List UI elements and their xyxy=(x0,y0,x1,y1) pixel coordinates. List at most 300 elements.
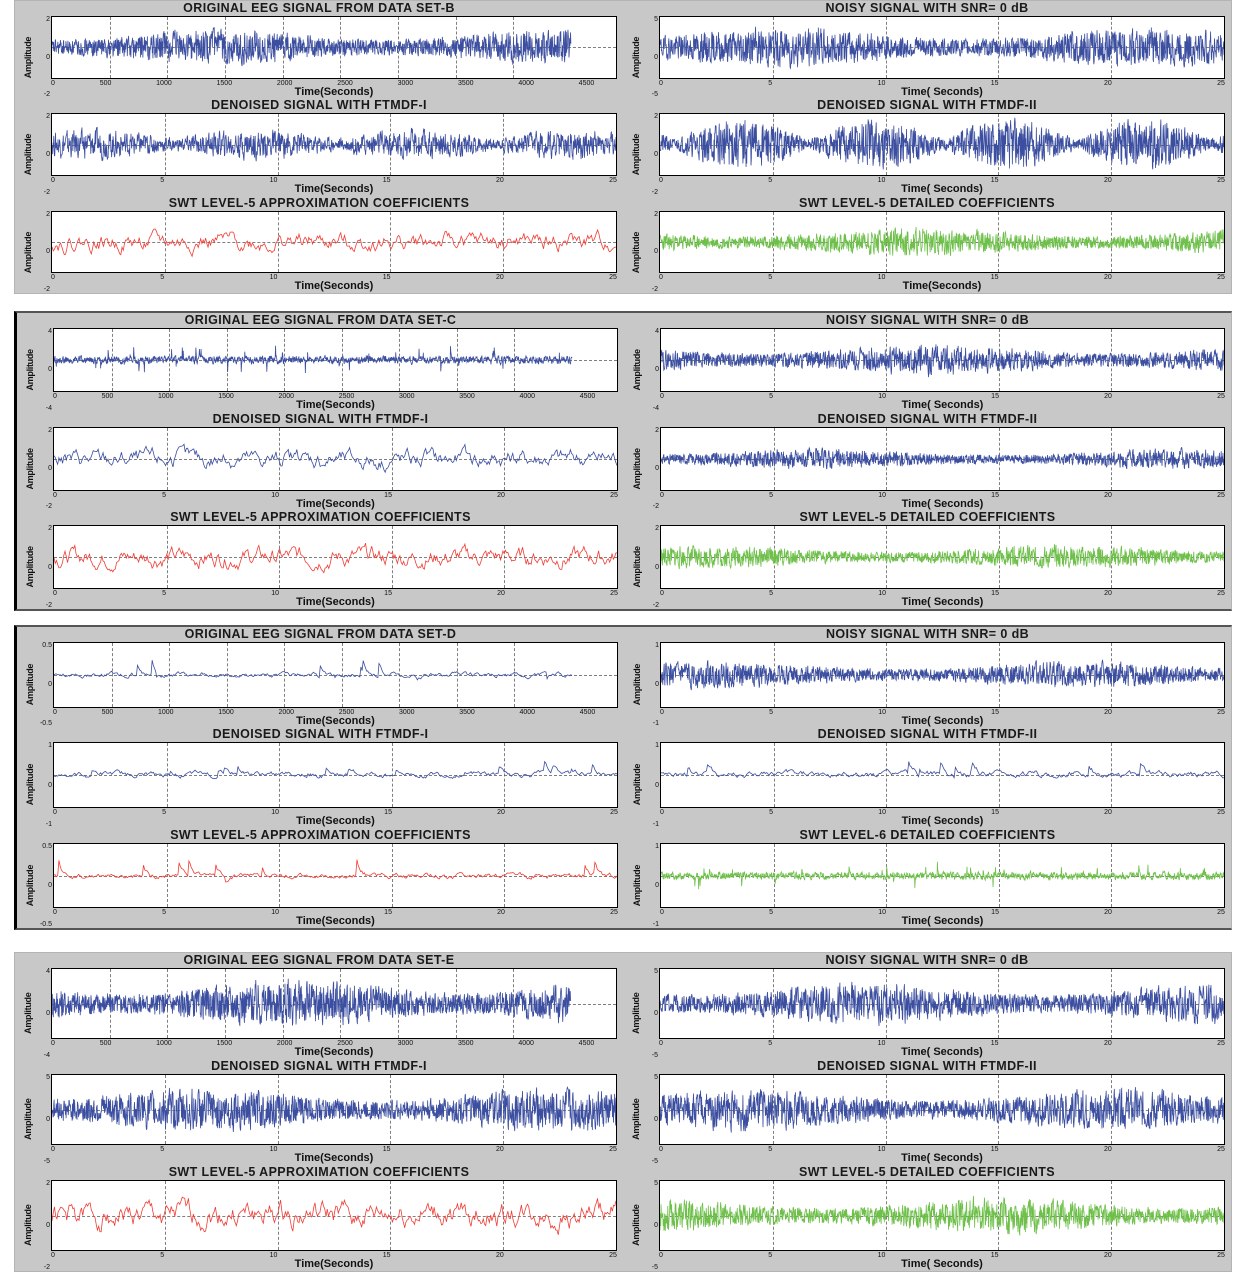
signal-plot xyxy=(52,1181,616,1250)
y-tick-labels xyxy=(35,211,51,293)
x-axis-label: Time( Seconds) xyxy=(901,399,984,412)
axes-area xyxy=(51,211,617,274)
chart-cell-original-eeg-set-d xyxy=(17,627,624,727)
plot-row xyxy=(629,211,1225,293)
x-tick: 0 xyxy=(51,1040,55,1048)
x-tick: 5 xyxy=(162,491,166,499)
y-tick-labels xyxy=(37,742,53,827)
x-tick: 5 xyxy=(162,809,166,817)
x-tick: 0 xyxy=(660,809,664,817)
chart-cell-noisy-signal-set-b xyxy=(623,1,1231,98)
x-tick: 5 xyxy=(160,177,165,185)
x-tick: 1000 xyxy=(157,708,174,716)
x-tick: 20 xyxy=(1104,393,1112,401)
x-tick: 15 xyxy=(991,809,999,817)
chart-title: DENOISED SIGNAL WITH FTMDF-I xyxy=(211,1059,427,1073)
x-tick: 0 xyxy=(53,590,57,598)
x-tick: 20 xyxy=(497,909,505,917)
x-tick: 10 xyxy=(877,1252,886,1260)
y-tick: -1 xyxy=(652,820,659,828)
y-axis-label: Amplitude xyxy=(631,1204,641,1247)
signal-plot xyxy=(54,526,617,588)
y-axis-label: Amplitude xyxy=(631,231,641,273)
x-tick: 3500 xyxy=(459,708,475,716)
chart-cell-denoised-ftmdf-ii-set-e xyxy=(623,1059,1231,1165)
y-tick: 5 xyxy=(46,1074,50,1082)
chart-cell-noisy-signal-set-e xyxy=(623,953,1231,1059)
chart-title: SWT LEVEL-5 APPROXIMATION COEFFICIENTS xyxy=(170,510,471,525)
x-tick: 500 xyxy=(101,708,114,716)
x-tick: 10 xyxy=(271,909,279,917)
x-tick: 20 xyxy=(1103,1146,1112,1154)
y-tick: 2 xyxy=(46,1180,50,1188)
x-tick: 5 xyxy=(768,274,773,282)
axes-wrapper xyxy=(51,968,617,1059)
y-axis-label: Amplitude xyxy=(632,764,642,806)
axes-area xyxy=(51,16,617,79)
x-axis-label: Time( Seconds) xyxy=(901,1046,983,1059)
y-tick: -2 xyxy=(652,601,659,609)
x-tick: 5 xyxy=(768,1252,773,1260)
chart-title: SWT LEVEL-5 DETAILED COEFFICIENTS xyxy=(798,195,1056,210)
y-axis-label: Amplitude xyxy=(23,1204,33,1247)
axes-wrapper xyxy=(660,742,1225,827)
signal-plot xyxy=(54,743,617,807)
x-axis-label: Time( Seconds) xyxy=(901,596,984,609)
y-tick: 1 xyxy=(655,842,659,850)
axes-area xyxy=(660,742,1225,808)
x-tick: 3000 xyxy=(397,1040,414,1048)
y-tick-labels xyxy=(37,642,53,727)
y-tick: 5 xyxy=(654,968,658,976)
x-tick: 5 xyxy=(769,708,773,716)
y-tick: 0 xyxy=(655,881,659,889)
x-tick: 15 xyxy=(991,393,999,401)
axes-area xyxy=(53,843,618,909)
y-tick: -4 xyxy=(652,404,659,412)
y-tick: 0 xyxy=(654,1010,658,1018)
x-tick: 1000 xyxy=(156,79,172,87)
y-axis-label: Amplitude xyxy=(632,447,642,490)
x-tick: 4000 xyxy=(518,79,534,87)
x-tick: 20 xyxy=(1104,809,1112,817)
y-axis-label: Amplitude xyxy=(631,1098,641,1141)
axes-area xyxy=(660,642,1225,708)
y-tick: -2 xyxy=(45,601,52,609)
x-tick: 15 xyxy=(991,491,999,499)
x-tick: 4500 xyxy=(578,1040,595,1048)
chart-title: DENOISED SIGNAL WITH FTMDF-I xyxy=(211,98,427,113)
plot-row xyxy=(23,525,618,609)
x-tick: 10 xyxy=(878,809,886,817)
y-tick: 0.5 xyxy=(42,842,52,850)
x-tick: 0 xyxy=(659,1146,663,1154)
x-tick: 20 xyxy=(1103,177,1112,185)
x-tick: 15 xyxy=(384,590,392,598)
plot-row xyxy=(630,328,1225,412)
x-tick: 10 xyxy=(877,1146,886,1154)
y-axis-label: Amplitude xyxy=(23,231,33,273)
plot-row xyxy=(23,843,618,928)
plot-row xyxy=(23,642,618,727)
signal-plot xyxy=(660,212,1224,273)
y-axis-label: Amplitude xyxy=(25,546,35,588)
plot-row xyxy=(23,328,618,412)
chart-cell-original-eeg-set-e xyxy=(15,953,623,1059)
plot-row xyxy=(630,427,1225,511)
x-tick: 5 xyxy=(769,393,773,401)
x-tick: 2500 xyxy=(337,1040,353,1048)
signal-plot xyxy=(660,969,1224,1038)
x-axis-label: Time(Seconds) xyxy=(296,815,375,828)
x-tick: 5 xyxy=(769,809,773,817)
signal-plot xyxy=(54,643,617,707)
x-tick: 10 xyxy=(877,177,886,185)
x-tick: 25 xyxy=(1217,393,1225,401)
signal-plot xyxy=(52,212,616,273)
signal-plot xyxy=(52,969,616,1038)
y-tick-labels xyxy=(644,525,660,609)
axes-area xyxy=(660,525,1225,589)
y-tick: 2 xyxy=(654,113,658,121)
y-tick: 0 xyxy=(654,1222,658,1230)
y-tick-labels xyxy=(643,211,659,293)
x-axis-label: Time(Seconds) xyxy=(294,1046,374,1059)
y-tick: -2 xyxy=(43,286,50,293)
plot-row xyxy=(21,211,617,293)
x-axis-label: Time(Seconds) xyxy=(294,1258,374,1271)
x-tick: 25 xyxy=(610,809,618,817)
x-axis-label: Time( Seconds) xyxy=(901,815,984,828)
y-tick-labels xyxy=(37,427,53,511)
x-tick: 15 xyxy=(382,274,391,282)
chart-cell-denoised-ftmdf-ii-set-c xyxy=(624,412,1231,511)
y-tick: 0 xyxy=(48,465,52,473)
x-axis-label: Time( Seconds) xyxy=(901,85,983,98)
signal-plot xyxy=(660,114,1224,175)
axes-area xyxy=(51,1180,617,1251)
x-tick: 5 xyxy=(162,909,166,917)
axes-wrapper xyxy=(659,968,1225,1059)
chart-title: SWT LEVEL-5 APPROXIMATION COEFFICIENTS xyxy=(168,1165,470,1179)
x-tick: 25 xyxy=(609,274,617,282)
y-tick: 5 xyxy=(654,1180,658,1188)
x-tick: 25 xyxy=(1217,1146,1225,1154)
x-tick: 1500 xyxy=(218,708,234,716)
y-tick: -5 xyxy=(651,91,658,99)
chart-cell-swt-detail-set-e xyxy=(623,1165,1231,1271)
y-tick-labels xyxy=(643,968,659,1059)
plot-row xyxy=(21,113,617,195)
chart-title: DENOISED SIGNAL WITH FTMDF-II xyxy=(817,727,1038,742)
x-axis-label: Time( Seconds) xyxy=(901,183,983,196)
x-axis-label: Time(Seconds) xyxy=(296,497,375,510)
x-tick: 1500 xyxy=(216,79,233,87)
x-tick: 4000 xyxy=(518,1040,534,1048)
x-tick: 3500 xyxy=(457,79,474,87)
y-tick: 0 xyxy=(46,151,50,159)
x-tick: 20 xyxy=(1104,708,1112,716)
x-tick: 10 xyxy=(271,491,279,499)
x-axis-label: Time(Seconds) xyxy=(902,280,982,293)
axes-area xyxy=(53,742,618,808)
y-tick: 1 xyxy=(48,742,52,750)
y-axis-label: Amplitude xyxy=(25,864,35,907)
plot-row xyxy=(630,742,1225,827)
y-axis-label: Amplitude xyxy=(632,349,642,391)
x-tick: 0 xyxy=(660,393,664,401)
chart-title: NOISY SIGNAL WITH SNR= 0 dB xyxy=(825,953,1029,967)
x-tick: 3500 xyxy=(457,1040,474,1048)
x-tick: 15 xyxy=(990,79,999,87)
y-tick: -1 xyxy=(652,720,659,728)
axes-area xyxy=(53,328,618,392)
x-axis-label: Time(Seconds) xyxy=(294,1152,374,1165)
chart-title: SWT LEVEL-5 APPROXIMATION COEFFICIENTS xyxy=(168,195,470,210)
axes-wrapper xyxy=(659,16,1225,98)
axes-area xyxy=(659,113,1225,176)
y-tick: -5 xyxy=(43,1158,50,1165)
chart-title: DENOISED SIGNAL WITH FTMDF-II xyxy=(817,98,1037,113)
x-tick: 10 xyxy=(878,393,886,401)
y-axis-label: Amplitude xyxy=(25,447,35,490)
panel-grid xyxy=(15,1,1231,293)
x-tick: 3000 xyxy=(398,393,415,401)
x-tick: 5 xyxy=(768,79,773,87)
axes-wrapper xyxy=(51,211,617,293)
x-tick: 0 xyxy=(53,491,57,499)
y-tick-labels xyxy=(35,113,51,195)
x-axis-label: Time( Seconds) xyxy=(901,1258,983,1271)
plot-row xyxy=(629,16,1225,98)
x-axis-label: Time( Seconds) xyxy=(901,1152,983,1165)
x-tick: 5 xyxy=(769,491,773,499)
panel-set-c xyxy=(14,311,1232,611)
y-tick-labels xyxy=(35,968,51,1059)
chart-title: DENOISED SIGNAL WITH FTMDF-II xyxy=(817,411,1038,426)
x-tick: 25 xyxy=(610,491,618,499)
y-tick: -4 xyxy=(43,1052,50,1059)
signal-plot xyxy=(661,844,1224,908)
x-tick: 2500 xyxy=(337,79,353,87)
y-tick: -1 xyxy=(45,820,52,828)
chart-title: ORIGINAL EEG SIGNAL FROM DATA SET-C xyxy=(184,313,457,327)
chart-cell-denoised-ftmdf-i-set-b xyxy=(15,98,623,195)
y-tick: -5 xyxy=(651,1158,658,1165)
chart-title: NOISY SIGNAL WITH SNR= 0 dB xyxy=(825,1,1029,15)
y-tick-labels xyxy=(643,16,659,98)
x-tick: 4500 xyxy=(579,708,596,716)
y-tick: -2 xyxy=(43,91,50,99)
x-tick: 5 xyxy=(768,1040,773,1048)
y-axis-label: Amplitude xyxy=(631,992,641,1035)
y-tick: 0 xyxy=(654,53,658,61)
x-tick: 15 xyxy=(384,909,392,917)
panel-grid xyxy=(17,313,1231,609)
y-tick: 2 xyxy=(654,210,658,218)
x-tick: 15 xyxy=(990,1040,999,1048)
axes-wrapper xyxy=(53,742,618,827)
signal-plot xyxy=(52,114,616,175)
y-tick: -2 xyxy=(651,286,658,293)
chart-cell-swt-approximation-set-c xyxy=(17,510,624,609)
y-axis-label: Amplitude xyxy=(632,546,642,588)
signal-plot xyxy=(660,1181,1224,1250)
y-tick-labels xyxy=(643,113,659,195)
chart-cell-denoised-ftmdf-i-set-c xyxy=(17,412,624,511)
x-tick: 5 xyxy=(769,909,773,917)
y-tick: -2 xyxy=(652,503,659,511)
y-tick: 1 xyxy=(655,742,659,750)
axes-wrapper xyxy=(660,642,1225,727)
x-tick: 0 xyxy=(659,274,663,282)
axes-area xyxy=(659,1074,1225,1145)
chart-cell-noisy-signal-set-c xyxy=(624,313,1231,412)
y-tick-labels xyxy=(643,1074,659,1165)
x-tick: 2500 xyxy=(338,708,355,716)
y-tick-labels xyxy=(35,1180,51,1271)
y-tick: -2 xyxy=(43,1264,50,1271)
x-tick: 10 xyxy=(878,491,886,499)
y-tick: -2 xyxy=(45,503,52,511)
panel-grid xyxy=(15,953,1231,1271)
y-axis-label: Amplitude xyxy=(23,36,33,78)
plot-row xyxy=(629,1180,1225,1271)
x-tick: 2000 xyxy=(276,1040,293,1048)
signal-plot xyxy=(54,428,617,490)
x-tick: 25 xyxy=(609,1146,617,1154)
y-axis-label: Amplitude xyxy=(25,664,35,706)
x-tick: 10 xyxy=(878,909,886,917)
plot-row xyxy=(23,427,618,511)
axes-wrapper xyxy=(659,1180,1225,1271)
x-tick: 10 xyxy=(269,1252,278,1260)
x-tick: 15 xyxy=(990,1252,999,1260)
x-tick: 15 xyxy=(991,708,999,716)
y-axis-label: Amplitude xyxy=(25,349,35,391)
x-tick: 15 xyxy=(990,274,999,282)
signal-plot xyxy=(661,743,1224,807)
panel-set-d xyxy=(14,625,1232,930)
x-tick: 0 xyxy=(659,1252,663,1260)
y-tick: 0 xyxy=(46,1116,50,1124)
x-tick: 25 xyxy=(1217,708,1225,716)
y-tick: 0 xyxy=(48,563,52,571)
chart-title: DENOISED SIGNAL WITH FTMDF-I xyxy=(212,727,429,742)
y-tick: 0 xyxy=(655,681,659,689)
x-tick: 15 xyxy=(991,909,999,917)
x-tick: 15 xyxy=(382,177,391,185)
signal-plot xyxy=(660,17,1224,78)
x-axis-label: Time(Seconds) xyxy=(294,85,374,98)
x-tick: 5 xyxy=(160,1146,165,1154)
x-tick: 3500 xyxy=(459,393,475,401)
x-axis-label: Time(Seconds) xyxy=(294,183,374,196)
x-tick: 25 xyxy=(610,590,618,598)
panel-set-b xyxy=(14,0,1232,294)
chart-title: SWT LEVEL-5 APPROXIMATION COEFFICIENTS xyxy=(170,827,471,842)
chart-cell-swt-detail-set-c xyxy=(624,510,1231,609)
x-tick: 20 xyxy=(495,274,504,282)
axes-wrapper xyxy=(660,328,1225,412)
x-tick: 1000 xyxy=(157,393,174,401)
y-tick: 0 xyxy=(48,781,52,789)
x-tick: 4500 xyxy=(578,79,595,87)
x-axis-label: Time(Seconds) xyxy=(296,915,375,928)
x-tick: 15 xyxy=(382,1146,391,1154)
x-tick: 20 xyxy=(497,590,505,598)
x-tick: 0 xyxy=(660,491,664,499)
y-tick: 5 xyxy=(654,1074,658,1082)
y-tick-labels xyxy=(35,1074,51,1165)
x-tick: 0 xyxy=(51,177,55,185)
y-axis-label: Amplitude xyxy=(23,133,33,176)
y-tick-labels xyxy=(37,328,53,412)
chart-cell-original-eeg-set-b xyxy=(15,1,623,98)
x-tick: 20 xyxy=(495,1252,504,1260)
plot-row xyxy=(21,1074,617,1165)
axes-area xyxy=(660,427,1225,491)
y-tick-labels xyxy=(644,328,660,412)
chart-cell-original-eeg-set-c xyxy=(17,313,624,412)
x-tick: 10 xyxy=(878,590,886,598)
axes-area xyxy=(659,211,1225,274)
x-tick: 0 xyxy=(51,1146,55,1154)
axes-wrapper xyxy=(51,16,617,98)
x-tick: 10 xyxy=(878,708,886,716)
x-tick: 20 xyxy=(497,491,505,499)
chart-cell-swt-detail-set-b xyxy=(623,196,1231,293)
x-tick: 0 xyxy=(53,809,57,817)
chart-cell-swt-approximation-set-e xyxy=(15,1165,623,1271)
y-tick-labels xyxy=(643,1180,659,1271)
x-tick: 1500 xyxy=(218,393,234,401)
x-tick: 25 xyxy=(609,1252,617,1260)
axes-area xyxy=(53,642,618,708)
y-tick: 2 xyxy=(48,426,52,434)
signal-plot xyxy=(54,844,617,908)
x-tick: 4500 xyxy=(579,393,596,401)
y-tick-labels xyxy=(644,427,660,511)
y-tick: 0 xyxy=(655,781,659,789)
x-tick: 1000 xyxy=(156,1040,172,1048)
y-tick: 2 xyxy=(655,525,659,533)
y-tick: 0 xyxy=(655,563,659,571)
chart-title: DENOISED SIGNAL WITH FTMDF-II xyxy=(817,1059,1037,1073)
panel-set-e xyxy=(14,952,1232,1272)
plot-row xyxy=(23,742,618,827)
y-tick: 0 xyxy=(46,1010,50,1018)
axes-area xyxy=(660,843,1225,909)
panel-grid xyxy=(17,627,1231,928)
x-tick: 25 xyxy=(1217,491,1225,499)
signal-plot xyxy=(661,329,1224,391)
axes-area xyxy=(51,113,617,176)
y-tick-labels xyxy=(35,16,51,98)
plot-row xyxy=(21,1180,617,1271)
x-tick: 0 xyxy=(659,177,663,185)
axes-wrapper xyxy=(53,525,618,609)
x-tick: 20 xyxy=(1103,274,1112,282)
y-tick: 1 xyxy=(655,642,659,650)
axes-area xyxy=(51,1074,617,1145)
x-tick: 20 xyxy=(497,809,505,817)
axes-wrapper xyxy=(53,843,618,928)
y-tick: -2 xyxy=(43,188,50,196)
x-tick: 0 xyxy=(660,708,664,716)
axes-wrapper xyxy=(53,427,618,511)
y-tick: 5 xyxy=(654,16,658,24)
